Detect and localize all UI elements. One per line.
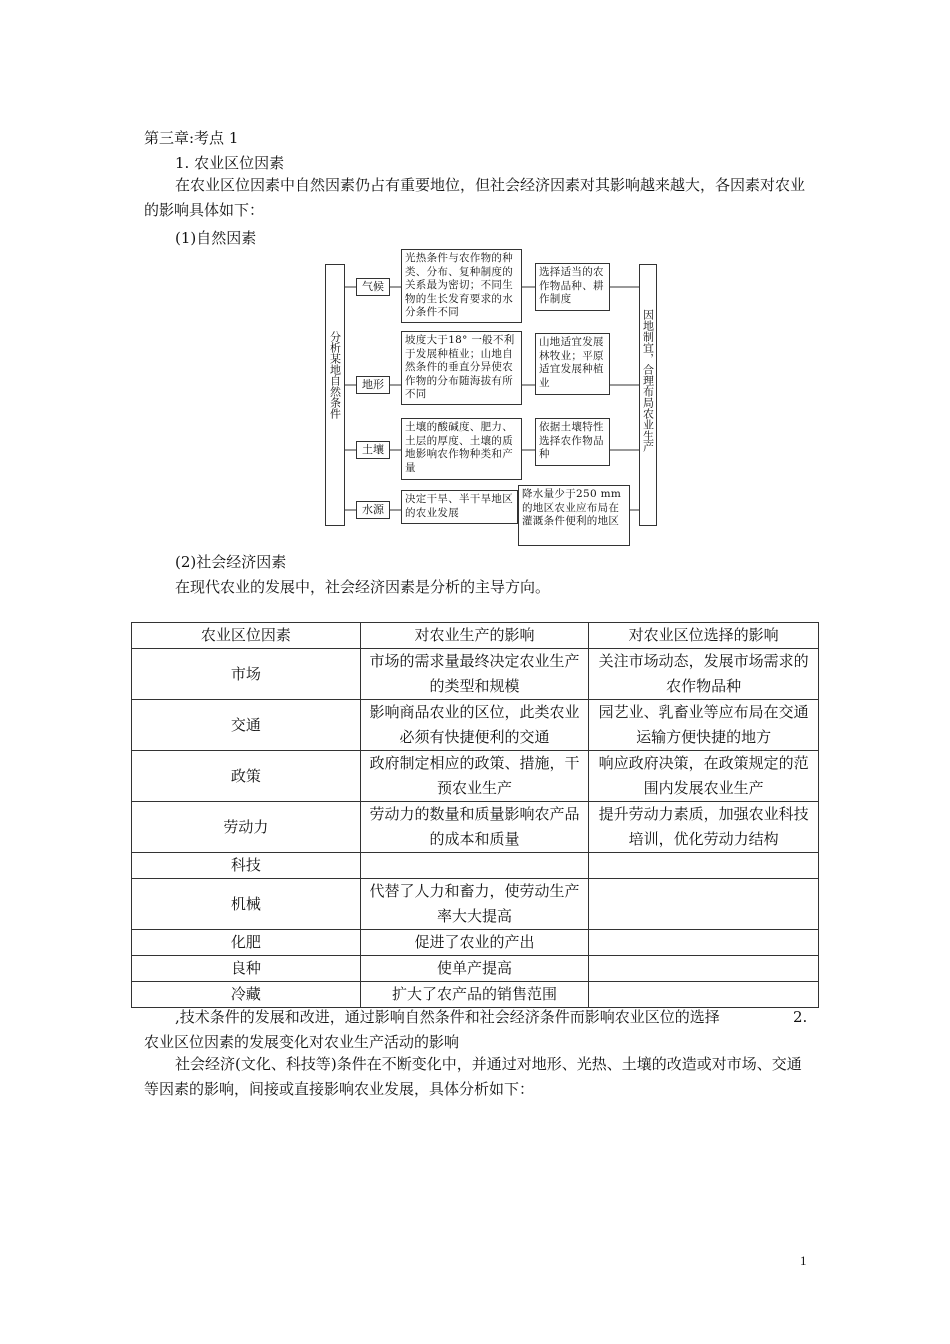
table-row — [132, 879, 819, 930]
factor-climate: 气候 — [356, 278, 390, 296]
closing-paragraph: 社会经济(文化、科技等)条件在不断变化中，并通过对地形、光热、土壤的改造或对市场、交通等因素的影响，间接或直接影响农业发展，具体分析如下： — [144, 1055, 802, 1098]
natural-factors-diagram — [325, 252, 660, 547]
table-cell: 化肥 — [132, 930, 361, 956]
table-cell: 使单产提高 — [360, 956, 589, 982]
social-intro: 在现代农业的发展中，社会经济因素是分析的主导方向。 — [175, 578, 551, 596]
strategy-terrain: 山地适宜发展林牧业；平原适宜发展种植业 — [535, 333, 610, 395]
table-cell: 冷藏 — [132, 982, 361, 1008]
table-cell: 市场 — [132, 649, 361, 700]
table-cell: 关注市场动态，发展市场需求的农作物品种 — [589, 649, 819, 700]
table-cell: 代替了人力和畜力，使劳动生产率大大提高 — [360, 879, 589, 930]
table-cell: 促进了农业的产出 — [360, 930, 589, 956]
table-cell: 机械 — [132, 879, 361, 930]
intro-paragraph: 在农业区位因素中自然因素仍占有重要地位，但社会经济因素对其影响越来越大，各因素对农业的影响具体如下： — [144, 176, 806, 219]
table-cell: 政府制定相应的政策、措施，干预农业生产 — [360, 751, 589, 802]
social-factors-title: (2)社会经济因素 — [175, 553, 287, 571]
factor-terrain: 地形 — [356, 376, 390, 394]
table-row — [132, 649, 819, 700]
influence-terrain: 坡度大于18° 一般不利于发展种植业；山地自然条件的垂直分异使农作物的分布随海拔有所不同 — [401, 331, 522, 405]
chapter-heading: 第三章:考点 1 — [144, 129, 239, 147]
table-cell: 市场的需求量最终决定农业生产的类型和规模 — [360, 649, 589, 700]
table-cell: 园艺业、乳畜业等应布局在交通运输方便快捷的地方 — [589, 700, 819, 751]
table-cell: 扩大了农产品的销售范围 — [360, 982, 589, 1008]
section-title: 1. 农业区位因素 — [175, 154, 285, 172]
table-cell — [589, 982, 819, 1008]
strategy-water: 降水量少于250 mm的地区农业应布局在灌溉条件便利的地区 — [518, 485, 630, 546]
natural-factors-title: (1)自然因素 — [175, 229, 257, 247]
left-analysis-bar — [325, 264, 345, 526]
table-header: 对农业生产的影响 — [360, 623, 589, 649]
table-row — [132, 930, 819, 956]
table-header-row — [132, 623, 819, 649]
table-cell: 交通 — [132, 700, 361, 751]
table-cell: 劳动力的数量和质量影响农产品的成本和质量 — [360, 802, 589, 853]
table-row — [132, 982, 819, 1008]
table-cell: 良种 — [132, 956, 361, 982]
page-number: 1 — [800, 1253, 807, 1268]
table-cell — [589, 879, 819, 930]
table-cell: 劳动力 — [132, 802, 361, 853]
table-cell — [589, 930, 819, 956]
table-row — [132, 700, 819, 751]
table-row — [132, 853, 819, 879]
section2-title: 农业区位因素的发展变化对农业生产活动的影响 — [144, 1033, 460, 1051]
left-analysis-label: 分析某地自然条件 — [328, 331, 342, 419]
strategy-soil: 依据土壤特性选择农作物品种 — [535, 418, 610, 466]
right-conclusion-label: 因地制宜，合理布局农业生产 — [641, 309, 655, 452]
influence-soil: 土壤的酸碱度、肥力、土层的厚度、土壤的质地影响农作物种类和产量 — [401, 418, 522, 480]
strategy-climate: 选择适当的农作物品种、耕作制度 — [535, 263, 610, 311]
table-cell: 响应政府决策，在政策规定的范围内发展农业生产 — [589, 751, 819, 802]
table-row — [132, 802, 819, 853]
table-cell — [589, 853, 819, 879]
table-cell — [589, 956, 819, 982]
table-cell: 科技 — [132, 853, 361, 879]
influence-water: 决定干旱、半干旱地区的农业发展 — [401, 490, 518, 524]
tech-conditions-line: ,技术条件的发展和改进，通过影响自然条件和社会经济条件而影响农业区位的选择 — [175, 1008, 720, 1026]
factor-soil: 土壤 — [356, 441, 390, 459]
table-cell: 政策 — [132, 751, 361, 802]
table-cell: 提升劳动力素质，加强农业科技培训，优化劳动力结构 — [589, 802, 819, 853]
table-header: 对农业区位选择的影响 — [589, 623, 819, 649]
factor-water: 水源 — [356, 501, 390, 519]
section2-number: 2. — [793, 1008, 808, 1026]
table-row — [132, 751, 819, 802]
table-cell: 影响商品农业的区位，此类农业必须有快捷便利的交通 — [360, 700, 589, 751]
right-conclusion-bar — [639, 264, 657, 526]
table-row — [132, 956, 819, 982]
social-factors-table — [131, 622, 819, 1008]
influence-climate: 光热条件与农作物的种类、分布、复种制度的关系最为密切；不同生物的生长发育要求的水分条件不同 — [401, 249, 522, 323]
table-header: 农业区位因素 — [132, 623, 361, 649]
table-cell — [360, 853, 589, 879]
